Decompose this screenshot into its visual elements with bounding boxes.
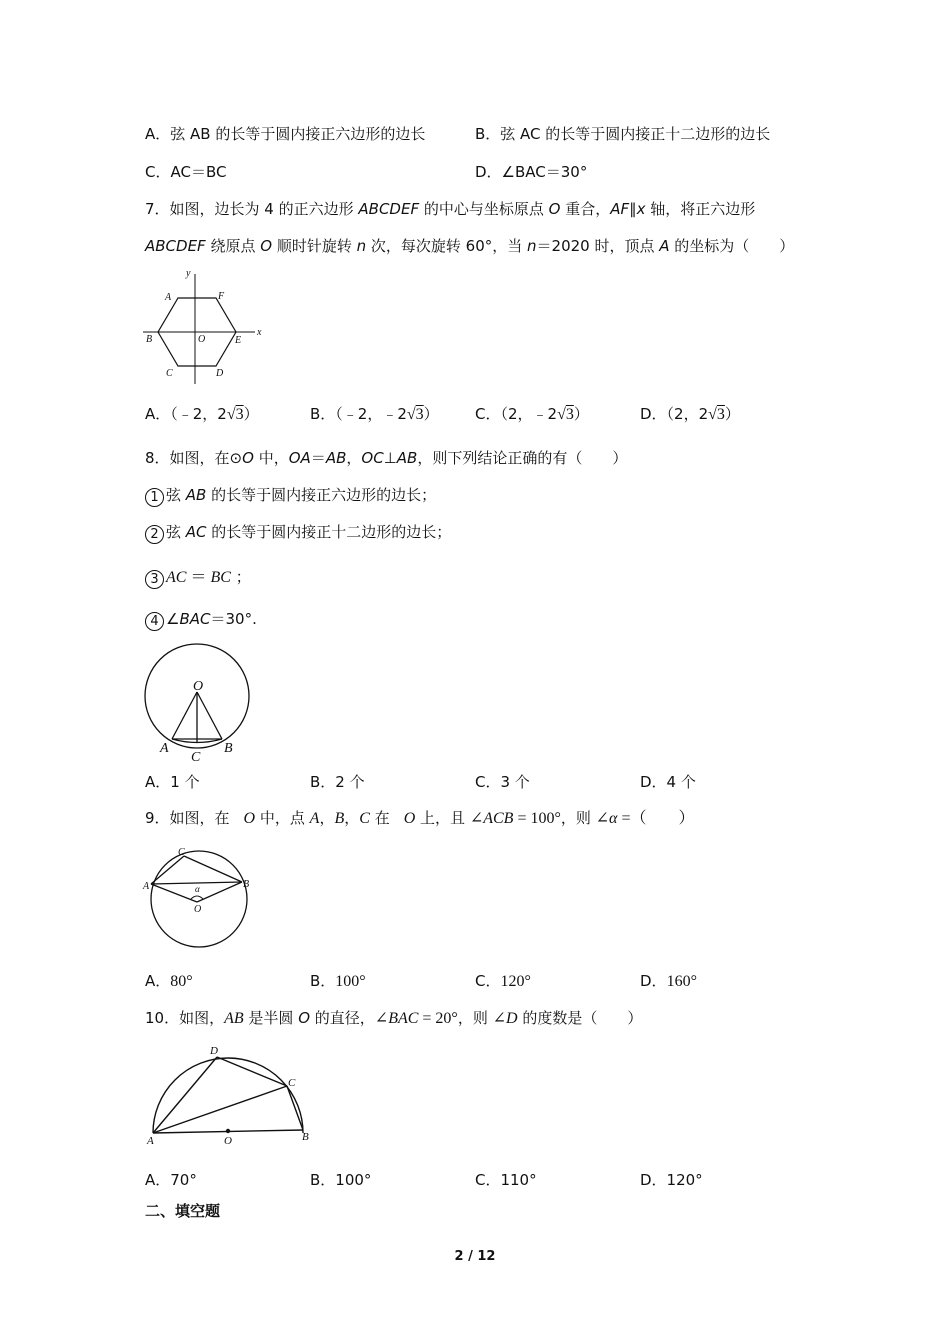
q7-option-d: D．（2，2√3） — [640, 405, 740, 423]
label-a: A — [143, 881, 150, 892]
q8-option-b: B．2 个 — [310, 773, 365, 791]
label-c: C — [166, 368, 173, 379]
label-f: F — [218, 291, 225, 302]
q10-option-c: C．110° — [475, 1171, 537, 1189]
q8-option-c: C．3 个 — [475, 773, 530, 791]
circle — [151, 851, 250, 947]
angle-arc — [191, 896, 203, 899]
q6-option-d: D．∠BAC＝30° — [475, 163, 588, 181]
q8-stem: 8．如图，在⊙O 中，OA＝AB，OC⊥AB，则下列结论正确的有（ ） — [145, 449, 628, 467]
label-o: O — [194, 904, 202, 915]
semicircle-arc — [153, 1058, 303, 1133]
circled-number: 2 — [145, 525, 164, 544]
q8-item-4: 4 ∠BAC＝30°. — [145, 609, 257, 631]
label-b: B — [224, 741, 233, 756]
q7-hexagon-figure — [140, 262, 270, 387]
label-alpha: α — [195, 884, 200, 894]
segment-ao — [151, 884, 197, 902]
q9-option-c: C．120° — [475, 972, 531, 990]
q7-stem-line2: ABCDEF 绕原点 O 顺时针旋转 n 次，每次旋转 60°，当 n＝2020 时，顶点 A 的坐标为（ ） — [145, 237, 795, 255]
q8-option-d: D．4 个 — [640, 773, 696, 791]
circled-number: 4 — [145, 612, 164, 631]
segment-ob — [197, 692, 222, 739]
q8-option-a: A．1 个 — [145, 773, 200, 791]
q10-option-d: D．120° — [640, 1171, 703, 1189]
q7-option-c: C．（2，﹣2√3） — [475, 405, 589, 423]
label-c: C — [191, 750, 201, 765]
section-heading-fill-in: 二、填空题 — [145, 1202, 221, 1220]
circled-number: 3 — [145, 570, 164, 589]
label-b: B — [146, 334, 153, 345]
q10-option-a: A．70° — [145, 1171, 197, 1189]
label-e: E — [235, 335, 242, 346]
circled-number: 1 — [145, 488, 164, 507]
segment-bo — [197, 882, 242, 902]
label-c: C — [288, 1077, 296, 1089]
label-o: O — [224, 1135, 232, 1147]
q8-circle-figure — [140, 640, 260, 765]
q7-stem-line1: 7．如图，边长为 4 的正六边形 ABCDEF 的中心与坐标原点 O 重合，AF∥x 轴，将正六边形 — [145, 200, 756, 218]
page-number: 2 / 12 — [454, 1249, 496, 1264]
segment-cb — [184, 856, 242, 882]
q10-semicircle-figure — [140, 1040, 325, 1150]
q10-option-b: B．100° — [310, 1171, 372, 1189]
q9-option-a: A．80° — [145, 972, 193, 990]
q9-stem: 9．如图，在 O 中，点 A，B，C 在 O 上，且 ∠ACB = 100°，则 ∠α =（ ） — [145, 809, 695, 827]
label-x: x — [257, 327, 262, 338]
label-y: y — [186, 268, 191, 279]
label-b: B — [302, 1131, 309, 1143]
segment-ac — [151, 856, 184, 884]
segment-cb — [287, 1086, 303, 1130]
q6-option-b: B．弦 AC 的长等于圆内接正十二边形的边长 — [475, 125, 771, 143]
q9-circle-figure — [140, 843, 265, 955]
q7-option-b: B．（﹣2，﹣2√3） — [310, 405, 439, 423]
label-d: D — [210, 1045, 218, 1057]
q10-stem: 10．如图，AB 是半圆 O 的直径，∠BAC = 20°，则 ∠D 的度数是（ ） — [145, 1009, 643, 1027]
label-b: B — [243, 879, 250, 890]
label-d: D — [216, 368, 224, 379]
label-c: C — [178, 847, 185, 858]
q8-item-2: 2 弦 AC 的长等于圆内接正十二边形的边长； — [145, 522, 451, 544]
label-o: O — [193, 679, 204, 694]
q8-item-3: 3 AC ＝ BC ； — [145, 567, 251, 589]
q9-option-d: D．160° — [640, 972, 697, 990]
segment-oa — [172, 692, 197, 739]
label-a: A — [165, 292, 172, 303]
q8-item-1: 1 弦 AB 的长等于圆内接正六边形的边长； — [145, 485, 436, 507]
q6-option-a: A．弦 AB 的长等于圆内接正六边形的边长 — [145, 125, 426, 143]
label-a: A — [160, 741, 169, 756]
label-o: O — [198, 334, 206, 345]
q6-option-c: C．AC＝BC — [145, 163, 227, 181]
center-point — [226, 1129, 230, 1133]
q9-option-b: B．100° — [310, 972, 366, 990]
label-a: A — [147, 1135, 154, 1147]
q7-option-a: A．（﹣2，2√3） — [145, 405, 259, 423]
